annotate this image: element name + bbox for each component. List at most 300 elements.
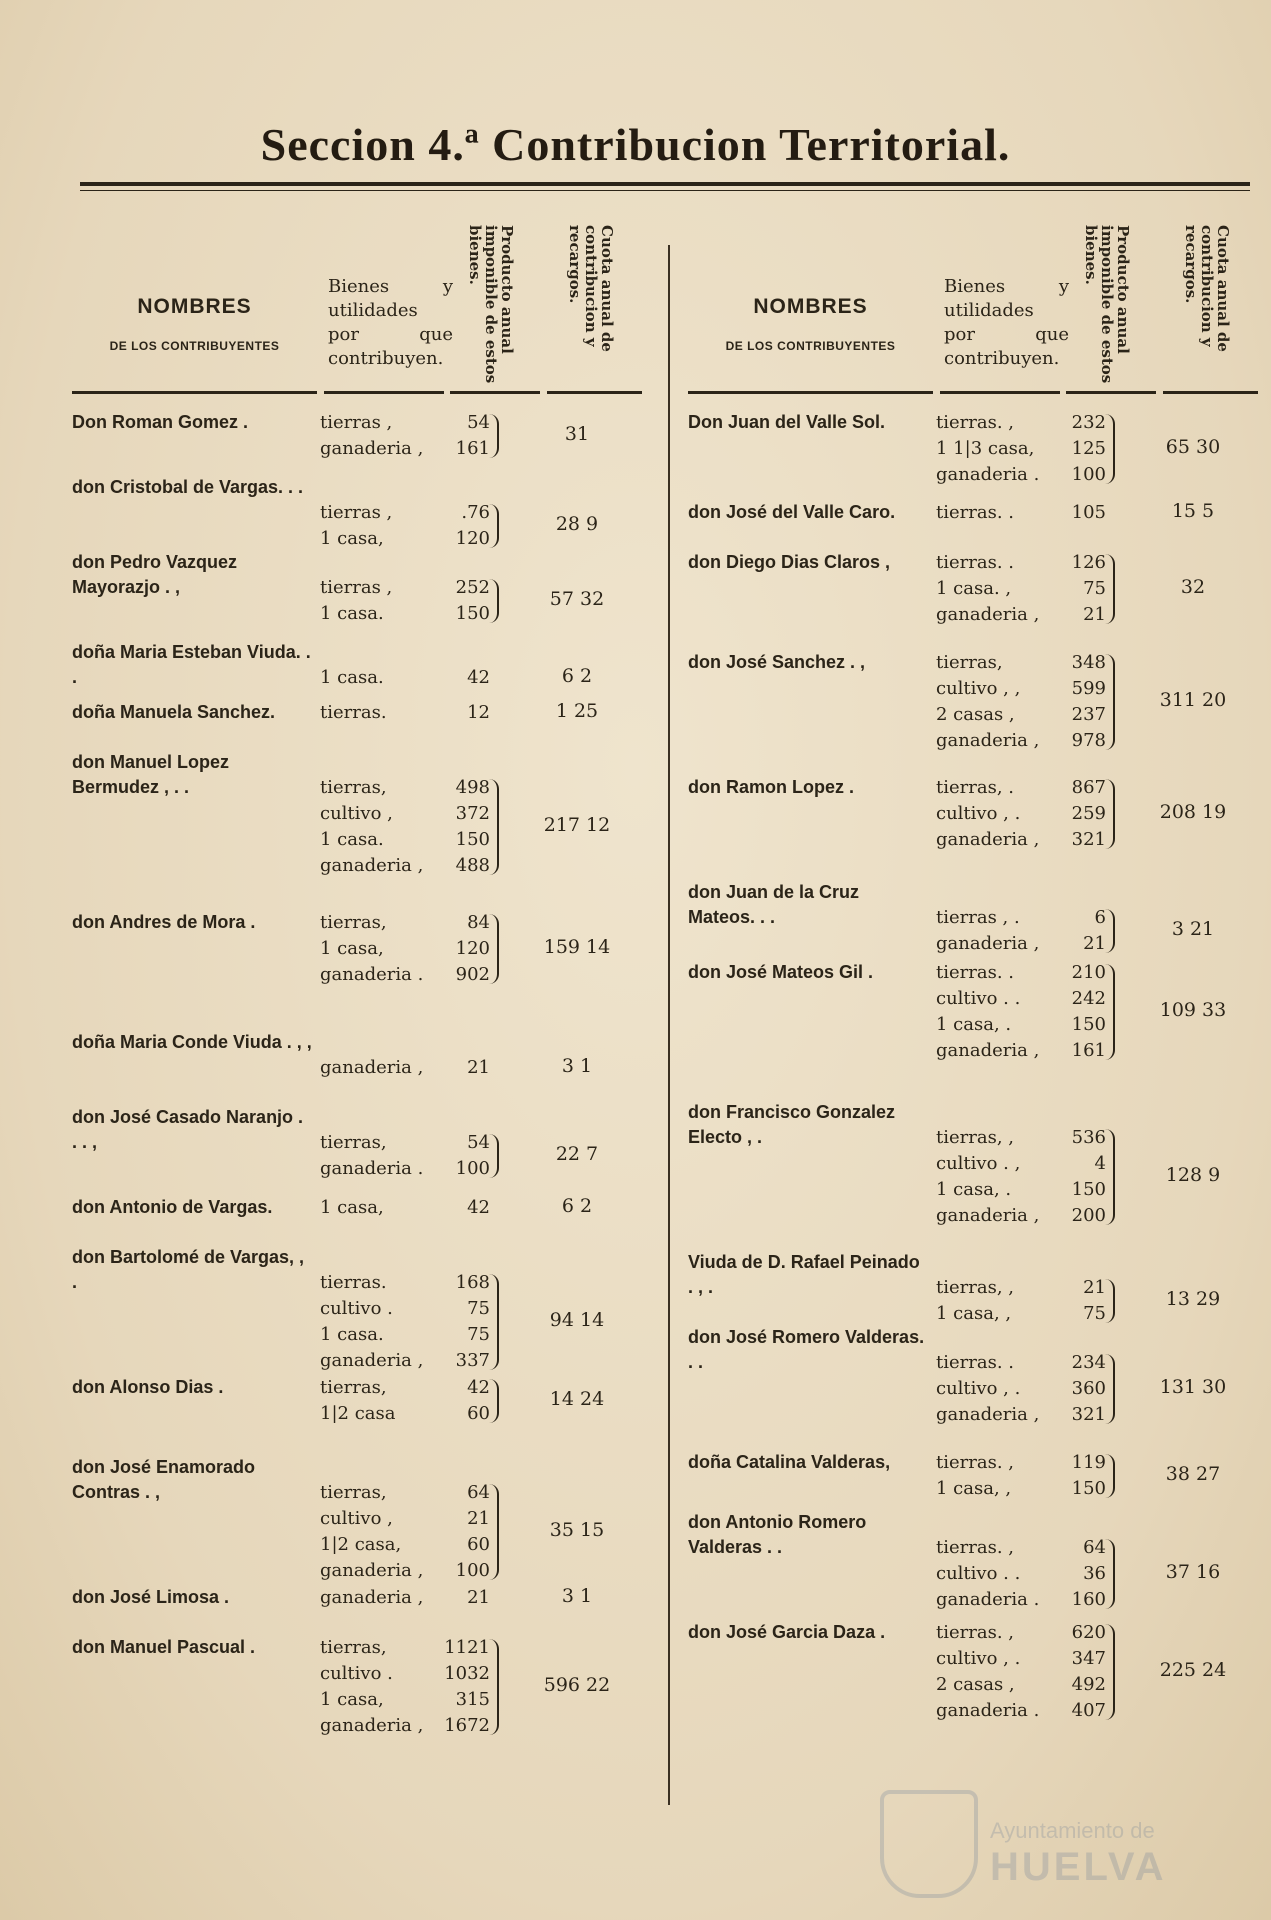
quota-value: 94 14 (549, 1309, 605, 1331)
quota-value: 3 21 (1171, 918, 1215, 940)
product-value: .76 (461, 502, 490, 523)
property-row (320, 1401, 490, 1427)
property-type: tierras. . (936, 1352, 1014, 1373)
property-type: ganaderia . (936, 1700, 1040, 1721)
property-row (936, 1038, 1106, 1064)
property-row (320, 1130, 490, 1156)
property-row (936, 602, 1106, 628)
property-type: 1 casa, . (936, 1179, 1012, 1200)
property-row (320, 1480, 490, 1506)
property-type: cultivo . . (936, 988, 1021, 1009)
property-type: 1 casa. (320, 829, 384, 850)
grouping-brace (489, 579, 499, 623)
property-row (936, 1275, 1106, 1301)
quota-value: 57 32 (549, 588, 605, 610)
property-row (936, 1450, 1106, 1476)
product-value: 1672 (444, 1715, 490, 1736)
product-value: 321 (1071, 1404, 1106, 1425)
property-type: tierras, (320, 1637, 387, 1658)
header-names-big: NOMBRES (137, 295, 252, 318)
product-value: 36 (1083, 1563, 1106, 1584)
contributor-name: Viuda de D. Rafael Peinado . , . (688, 1252, 920, 1297)
property-row (320, 601, 490, 627)
property-type: cultivo . . (936, 1563, 1021, 1584)
contributor-name: don Bartolomé de Vargas, , . (72, 1247, 305, 1292)
property-row (936, 960, 1106, 986)
header-underline (940, 391, 1060, 394)
contributor-name: doña Manuela Sanchez. (72, 702, 276, 722)
product-value: 75 (467, 1298, 490, 1319)
coat-of-arms-icon (880, 1790, 978, 1898)
property-row (936, 728, 1106, 754)
header-names-small: DE LOS CONTRIBUYENTES (109, 339, 280, 353)
property-row (320, 436, 490, 462)
property-row (320, 910, 490, 936)
product-value: 867 (1071, 777, 1106, 798)
product-value: 536 (1071, 1127, 1106, 1148)
property-row (936, 1376, 1106, 1402)
property-type: tierras, , (936, 1277, 1014, 1298)
contributor-name: doña Maria Conde Viuda . , , (72, 1032, 312, 1052)
property-list (320, 700, 490, 726)
product-value: 125 (1071, 438, 1106, 459)
product-value: 150 (455, 829, 490, 850)
product-value: 100 (1071, 464, 1106, 485)
product-value: 360 (1071, 1378, 1106, 1399)
grouping-brace (489, 779, 499, 875)
grouping-brace (489, 504, 499, 548)
contributor-name: don Francisco Gonzalez Electo , . (688, 1102, 896, 1147)
product-value: 42 (467, 667, 490, 688)
contributor-name: don Juan de la Cruz Mateos. . . (688, 882, 860, 927)
property-row (320, 575, 490, 601)
quota-value: 22 7 (555, 1143, 599, 1165)
property-type: 1|2 casa (320, 1403, 396, 1424)
product-value: 150 (455, 603, 490, 624)
property-type: cultivo , (320, 803, 393, 824)
property-type: cultivo . , (936, 1153, 1021, 1174)
property-list (936, 1125, 1106, 1229)
property-row (320, 1322, 490, 1348)
quota-value: 128 9 (1165, 1164, 1221, 1186)
property-type: 1 casa, (320, 528, 384, 549)
property-row (320, 1506, 490, 1532)
property-type: ganaderia , (936, 1205, 1040, 1226)
product-value: 21 (1083, 1277, 1106, 1298)
property-row (320, 1055, 490, 1081)
product-value: 620 (1071, 1622, 1106, 1643)
property-row (320, 853, 490, 879)
property-type: tierras , (320, 502, 393, 523)
property-type: 1|2 casa, (320, 1534, 402, 1555)
property-type: ganaderia , (320, 855, 424, 876)
property-row (320, 801, 490, 827)
grouping-brace (489, 1379, 499, 1423)
property-type: 1 casa, (320, 1197, 384, 1218)
product-value: 1121 (444, 1637, 490, 1658)
product-value: 6 (1094, 907, 1106, 928)
product-value: 372 (455, 803, 490, 824)
contributor-name: don José Casado Naranjo . . . , (72, 1107, 304, 1152)
quota-value: 31 (564, 423, 590, 445)
property-list (936, 1535, 1106, 1613)
property-list (936, 905, 1106, 957)
header-underline (72, 391, 317, 394)
property-type: tierras. , (936, 1537, 1014, 1558)
property-type: cultivo , . (936, 803, 1021, 824)
property-row (320, 1195, 490, 1221)
grouping-brace (489, 914, 499, 984)
property-row (936, 1672, 1106, 1698)
contributor-name: don José Garcia Daza . (688, 1622, 886, 1642)
property-list (320, 1480, 490, 1584)
quota-value: 13 29 (1165, 1288, 1221, 1310)
header-underline (450, 391, 540, 394)
property-list (936, 650, 1106, 754)
product-value: 321 (1071, 829, 1106, 850)
property-type: tierras, (936, 652, 1003, 673)
grouping-brace (1105, 414, 1115, 484)
product-value: 75 (467, 1324, 490, 1345)
property-row (320, 1635, 490, 1661)
product-value: 407 (1071, 1700, 1106, 1721)
property-type: tierras. , (936, 1622, 1014, 1643)
product-value: 242 (1071, 988, 1106, 1009)
property-type: cultivo , . (936, 1648, 1021, 1669)
property-type: ganaderia , (320, 1587, 424, 1608)
property-type: ganaderia . (936, 1589, 1040, 1610)
property-list (936, 960, 1106, 1064)
property-row (936, 986, 1106, 1012)
property-list (320, 1130, 490, 1182)
product-value: 21 (1083, 933, 1106, 954)
header-names-small: DE LOS CONTRIBUYENTES (725, 339, 896, 353)
property-type: cultivo , , (936, 678, 1021, 699)
property-type: 1 casa, , (936, 1478, 1012, 1499)
quota-value: 37 16 (1165, 1561, 1221, 1583)
stamp-line2: HUELVA (990, 1845, 1167, 1889)
product-value: 1032 (444, 1663, 490, 1684)
product-value: 237 (1071, 704, 1106, 725)
property-type: tierras , (320, 577, 393, 598)
property-row (320, 665, 490, 691)
property-row (936, 1301, 1106, 1327)
property-row (936, 1535, 1106, 1561)
property-list (320, 575, 490, 627)
product-value: 21 (467, 1057, 490, 1078)
property-row (936, 576, 1106, 602)
product-value: 120 (455, 938, 490, 959)
contributor-name: don José Mateos Gil . (688, 962, 874, 982)
property-row (936, 702, 1106, 728)
property-row (936, 650, 1106, 676)
property-type: tierras, (320, 1132, 387, 1153)
property-row (320, 1270, 490, 1296)
quota-value: 35 15 (549, 1519, 605, 1541)
quota-value: 14 24 (549, 1388, 605, 1410)
product-value: 42 (467, 1377, 490, 1398)
quota-value: 1 25 (555, 700, 599, 722)
contributor-name: don Pedro Vazquez Mayorazjo . , (72, 552, 238, 597)
product-value: 315 (455, 1689, 490, 1710)
property-row (320, 1585, 490, 1611)
product-value: 599 (1071, 678, 1106, 699)
property-type: 1 casa, , (936, 1303, 1012, 1324)
header-cuota: Cuota anual de contribucion y recargos. (1182, 225, 1232, 352)
product-value: 161 (1071, 1040, 1106, 1061)
product-value: 4 (1094, 1153, 1106, 1174)
property-row (936, 905, 1106, 931)
property-type: tierras, (320, 1482, 387, 1503)
property-type: tierras, . (936, 777, 1014, 798)
stamp-line1: Ayuntamiento de (990, 1818, 1155, 1843)
property-type: 2 casas , (936, 1674, 1015, 1695)
contributor-name: don José Romero Valderas. . . (688, 1327, 925, 1372)
grouping-brace (1105, 1354, 1115, 1424)
product-value: 492 (1071, 1674, 1106, 1695)
header-underline (324, 391, 444, 394)
property-row (936, 801, 1106, 827)
watermark-stamp (880, 1790, 1210, 1890)
property-type: cultivo , (320, 1508, 393, 1529)
property-type: 1 casa. , (936, 578, 1012, 599)
header-cuota: Cuota anual de contribucion y recargos. (566, 225, 616, 352)
product-value: 234 (1071, 1352, 1106, 1373)
column-divider (668, 245, 670, 1805)
quota-value: 208 19 (1159, 801, 1227, 823)
property-row (320, 526, 490, 552)
property-type: tierras, (320, 1377, 387, 1398)
product-value: 100 (455, 1560, 490, 1581)
quota-value: 596 22 (543, 1674, 611, 1696)
property-type: tierras. , (936, 412, 1014, 433)
property-type: ganaderia , (320, 438, 424, 459)
product-value: 54 (467, 412, 490, 433)
property-type: cultivo . (320, 1298, 393, 1319)
property-list (320, 1270, 490, 1374)
header-underline (1066, 391, 1156, 394)
property-row (936, 931, 1106, 957)
title-rule (80, 182, 1250, 186)
contributor-name: don Manuel Lopez Bermudez , . . (72, 752, 229, 797)
property-type: tierras. , (936, 1452, 1014, 1473)
property-list (936, 410, 1106, 488)
property-row (936, 1620, 1106, 1646)
property-row (320, 775, 490, 801)
property-row (936, 1350, 1106, 1376)
product-value: 259 (1071, 803, 1106, 824)
property-type: 1 casa. (320, 603, 384, 624)
product-value: 150 (1071, 1478, 1106, 1499)
property-type: cultivo . (320, 1663, 393, 1684)
property-row (936, 1476, 1106, 1502)
property-row (936, 1402, 1106, 1428)
property-row (936, 1561, 1106, 1587)
property-list (936, 1450, 1106, 1502)
product-value: 126 (1071, 552, 1106, 573)
property-type: ganaderia . (936, 464, 1040, 485)
product-value: 150 (1071, 1014, 1106, 1035)
property-type: 1 casa. (320, 667, 384, 688)
contributor-name: don Manuel Pascual . (72, 1637, 256, 1657)
property-row (936, 775, 1106, 801)
product-value: 347 (1071, 1648, 1106, 1669)
product-value: 100 (455, 1158, 490, 1179)
header-bienes: Bienes y utilidades por que contribuyen. (944, 276, 1069, 369)
property-type: tierras , (320, 412, 393, 433)
contributor-name: don José del Valle Caro. (688, 502, 896, 522)
property-type: ganaderia , (936, 1404, 1040, 1425)
title-rule-thin (80, 190, 1250, 191)
product-value: 168 (455, 1272, 490, 1293)
property-row (936, 1203, 1106, 1229)
quota-value: 6 2 (561, 665, 593, 687)
grouping-brace (489, 414, 499, 458)
property-type: tierras. . (936, 962, 1014, 983)
property-type: tierras. (320, 702, 387, 723)
contributor-name: doña Maria Esteban Viuda. . . (72, 642, 311, 687)
property-type: ganaderia , (936, 933, 1040, 954)
property-row (936, 1646, 1106, 1672)
quota-value: 3 1 (561, 1055, 593, 1077)
quota-value: 311 20 (1159, 689, 1227, 711)
property-row (936, 436, 1106, 462)
grouping-brace (1105, 554, 1115, 624)
product-value: 12 (467, 702, 490, 723)
property-list (320, 1635, 490, 1739)
grouping-brace (1105, 1279, 1115, 1323)
property-list (320, 775, 490, 879)
property-type: tierras, (320, 777, 387, 798)
property-row (320, 1687, 490, 1713)
grouping-brace (1105, 964, 1115, 1060)
product-value: 64 (467, 1482, 490, 1503)
product-value: 337 (455, 1350, 490, 1371)
property-type: ganaderia , (936, 604, 1040, 625)
product-value: 21 (1083, 604, 1106, 625)
contributor-name: don Antonio de Vargas. (72, 1197, 273, 1217)
property-type: tierras, , (936, 1127, 1014, 1148)
property-row (936, 1125, 1106, 1151)
property-list (320, 410, 490, 462)
product-value: 348 (1071, 652, 1106, 673)
quota-value: 217 12 (543, 814, 611, 836)
product-value: 498 (455, 777, 490, 798)
property-type: tierras, (320, 912, 387, 933)
contributor-name: Don Roman Gomez . (72, 412, 249, 432)
property-list (320, 1195, 490, 1221)
property-list (936, 775, 1106, 853)
property-row (936, 1698, 1106, 1724)
grouping-brace (1105, 1539, 1115, 1609)
quota-value: 225 24 (1159, 1659, 1227, 1681)
grouping-brace (489, 1639, 499, 1735)
contributor-name: don Alonso Dias . (72, 1377, 224, 1397)
product-value: 64 (1083, 1537, 1106, 1558)
quota-value: 15 5 (1171, 500, 1215, 522)
property-list (320, 910, 490, 988)
header-producto: Producto anual imponible de estos bienes. (466, 225, 516, 384)
property-type: ganaderia , (320, 1560, 424, 1581)
property-row (936, 827, 1106, 853)
right-header (688, 205, 1263, 390)
grouping-brace (489, 1274, 499, 1370)
property-type: ganaderia . (320, 1158, 424, 1179)
contributor-name: don Ramon Lopez . (688, 777, 854, 797)
product-value: 75 (1083, 1303, 1106, 1324)
property-list (936, 1620, 1106, 1724)
contributor-name: don Cristobal de Vargas. . . (72, 477, 304, 497)
property-type: ganaderia , (320, 1350, 424, 1371)
contributor-name: doña Catalina Valderas, (688, 1452, 891, 1472)
property-row (936, 1587, 1106, 1613)
quota-value: 65 30 (1165, 436, 1221, 458)
product-value: 488 (455, 855, 490, 876)
property-row (320, 962, 490, 988)
property-row (320, 1296, 490, 1322)
property-type: tierras. . (936, 552, 1014, 573)
property-list (320, 1055, 490, 1081)
property-row (936, 1012, 1106, 1038)
left-column (72, 205, 647, 1825)
property-row (936, 676, 1106, 702)
product-value: 42 (467, 1197, 490, 1218)
header-producto: Producto anual imponible de estos bienes. (1082, 225, 1132, 384)
product-value: 160 (1071, 1589, 1106, 1610)
property-list (320, 500, 490, 552)
property-row (320, 936, 490, 962)
property-row (936, 550, 1106, 576)
property-type: ganaderia , (936, 730, 1040, 751)
left-header (72, 205, 647, 390)
property-type: ganaderia . (320, 964, 424, 985)
contributor-name: don Antonio Romero Valderas . . (688, 1512, 867, 1557)
property-row (320, 410, 490, 436)
quota-value: 3 1 (561, 1585, 593, 1607)
property-row (936, 410, 1106, 436)
property-type: 2 casas , (936, 704, 1015, 725)
property-row (936, 500, 1106, 526)
property-row (320, 1375, 490, 1401)
property-row (320, 1661, 490, 1687)
grouping-brace (489, 1134, 499, 1178)
property-row (320, 1558, 490, 1584)
grouping-brace (1105, 1129, 1115, 1225)
product-value: 232 (1071, 412, 1106, 433)
property-row (320, 1532, 490, 1558)
grouping-brace (1105, 779, 1115, 849)
quota-value: 109 33 (1159, 999, 1227, 1021)
grouping-brace (1105, 909, 1115, 953)
property-type: ganaderia , (936, 1040, 1040, 1061)
property-row (936, 1177, 1106, 1203)
header-bienes: Bienes y utilidades por que contribuyen. (328, 276, 453, 369)
grouping-brace (1105, 1624, 1115, 1720)
product-value: 84 (467, 912, 490, 933)
property-list (320, 665, 490, 691)
right-column (688, 205, 1263, 1825)
property-row (320, 1156, 490, 1182)
property-type: ganaderia , (936, 829, 1040, 850)
property-type: 1 casa, . (936, 1014, 1012, 1035)
grouping-brace (1105, 1454, 1115, 1498)
product-value: 120 (455, 528, 490, 549)
property-row (936, 1151, 1106, 1177)
quota-value: 6 2 (561, 1195, 593, 1217)
property-row (320, 500, 490, 526)
contributor-name: don José Sanchez . , (688, 652, 866, 672)
header-names (688, 295, 933, 353)
